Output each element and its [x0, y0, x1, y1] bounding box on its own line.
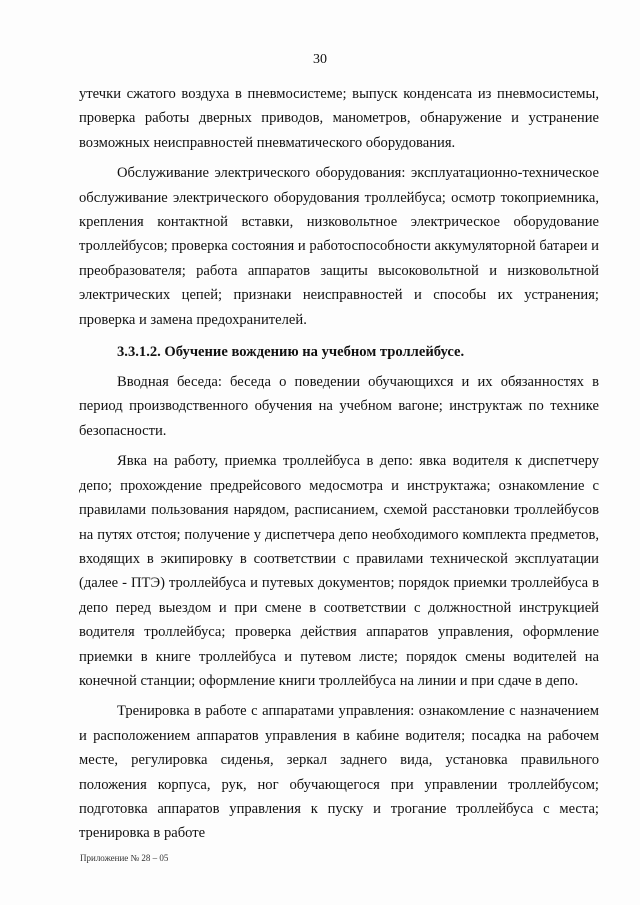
page-footer: Приложение № 28 – 05	[80, 853, 169, 863]
paragraph-controls-training: Тренировка в работе с аппаратами управления: ознакомление с назначением и расположением аппаратов управления в кабине водителя; посадка на рабочем месте, регулировка сиденья, зеркал заднего вида, установка правильного положения корпуса, рук, ног обучающегося при управлении троллейбусом; подготовка аппаратов управления к пуску и трогание троллейбуса с места; тренировка в работе	[79, 703, 599, 842]
body-text	[79, 82, 599, 846]
section-heading: 3.3.1.2. Обучение вождению на учебном троллейбусе.	[117, 344, 465, 361]
paragraph-pneumatic-continuation: утечки сжатого воздуха в пневмосистеме; выпуск конденсата из пневмосистемы, проверка работы дверных приводов, манометров, обнаружение и устранение возможных неисправностей пневматического оборудования.	[79, 86, 599, 151]
paragraph-electrical-maintenance: Обслуживание электрического оборудования: эксплуатационно-техническое обслуживание электрического оборудования троллейбуса; осмотр токоприемника, крепления контактной вставки, низковольтное электрическое оборудование троллейбусов; проверка состояния и работоспособности аккумуляторной батареи и преобразователя; работа аппаратов защиты высоковольтной и низковольтной электрических цепей; признаки неисправностей и способы их устранения; проверка и замена предохранителей.	[79, 165, 599, 328]
paragraph-introductory-talk: Вводная беседа: беседа о поведении обучающихся и их обязанностях в период производственного обучения на учебном вагоне; инструктаж по технике безопасности.	[79, 374, 599, 439]
paragraph-depot-acceptance: Явка на работу, приемка троллейбуса в депо: явка водителя к диспетчеру депо; прохождение предрейсового медосмотра и инструктажа; ознакомление с правилами пользования нарядом, расписанием, схемой расстановки троллейбусов на путях отстоя; получение у диспетчера депо необходимого комплекта предметов, входящих в экипировку в соответствии с правилами технической эксплуатации (далее - ПТЭ) троллейбуса и путевых документов; порядок приемки троллейбуса в депо перед выездом и при смене в соответствии с должностной инструкцией водителя троллейбуса; проверка действия аппаратов управления, оформление приемки в книге троллейбуса и путевом листе; порядок смены водителей на конечной станции; оформление книги троллейбуса на линии и при сдаче в депо.	[79, 453, 599, 689]
page-number: 30	[313, 52, 327, 67]
